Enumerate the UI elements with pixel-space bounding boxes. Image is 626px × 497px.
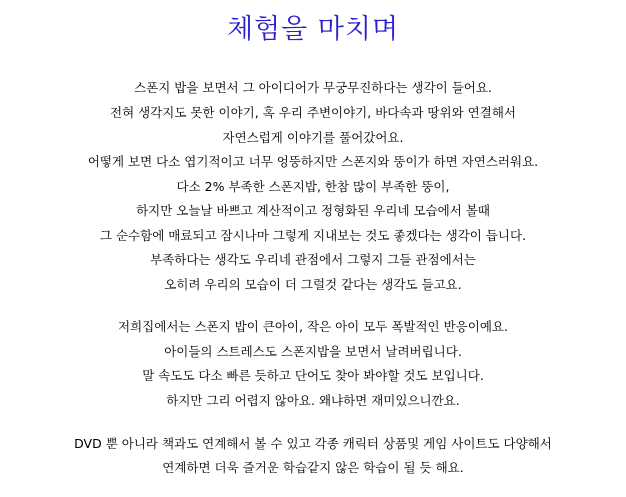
text-line: 말 속도도 다소 빠른 듯하고 단어도 찾아 봐야할 것도 보입니다. [142,368,484,383]
text-line: DVD 뿐 아니라 책과도 연계해서 볼 수 있고 각종 캐릭터 상품및 게임 사이트도 다양해서 [74,436,552,451]
text-line: 연계하면 더욱 즐거운 학습같지 않은 학습이 될 듯 해요. [162,460,464,475]
text-line: 하지만 오늘날 바쁘고 계산적이고 정형화된 우리네 모습에서 볼때 [136,203,490,218]
text-line: 저희집에서는 스폰지 밥이 큰아이, 작은 아이 모두 폭발적인 반응이예요. [118,319,508,334]
text-line: 다소 2% 부족한 스폰지밥, 한참 많이 부족한 뚱이, [176,179,450,194]
text-line: 부족하다는 생각도 우리네 관점에서 그렇지 그들 관점에서는 [150,252,476,267]
text-line: 오히려 우리의 모습이 더 그럴것 같다는 생각도 들고요. [164,277,462,292]
page-title: 체험을 마치며 [226,14,400,45]
text-line: 하지만 그리 어렵지 않아요. 왜냐하면 재미있으니깐요. [166,393,460,408]
text-line: 그 순수함에 매료되고 잠시나마 그렇게 지내보는 것도 좋겠다는 생각이 듭니다. [99,228,527,243]
text-line: 스폰지 밥을 보면서 그 아이디어가 무궁무진하다는 생각이 들어요. [134,80,492,95]
text-line: 아이들의 스트레스도 스폰지밥을 보면서 날려버립니다. [164,344,462,359]
text-line: 어떻게 보면 다소 엽기적이고 너무 엉뚱하지만 스폰지와 뚱이가 하면 자연스러워요. [87,154,539,169]
text-line: 전혀 생각지도 못한 이야기, 혹 우리 주변이야기, 바다속과 땅위와 연결해서 [110,105,516,120]
text-line: 자연스럽게 이야기를 풀어갔어요. [222,130,404,145]
